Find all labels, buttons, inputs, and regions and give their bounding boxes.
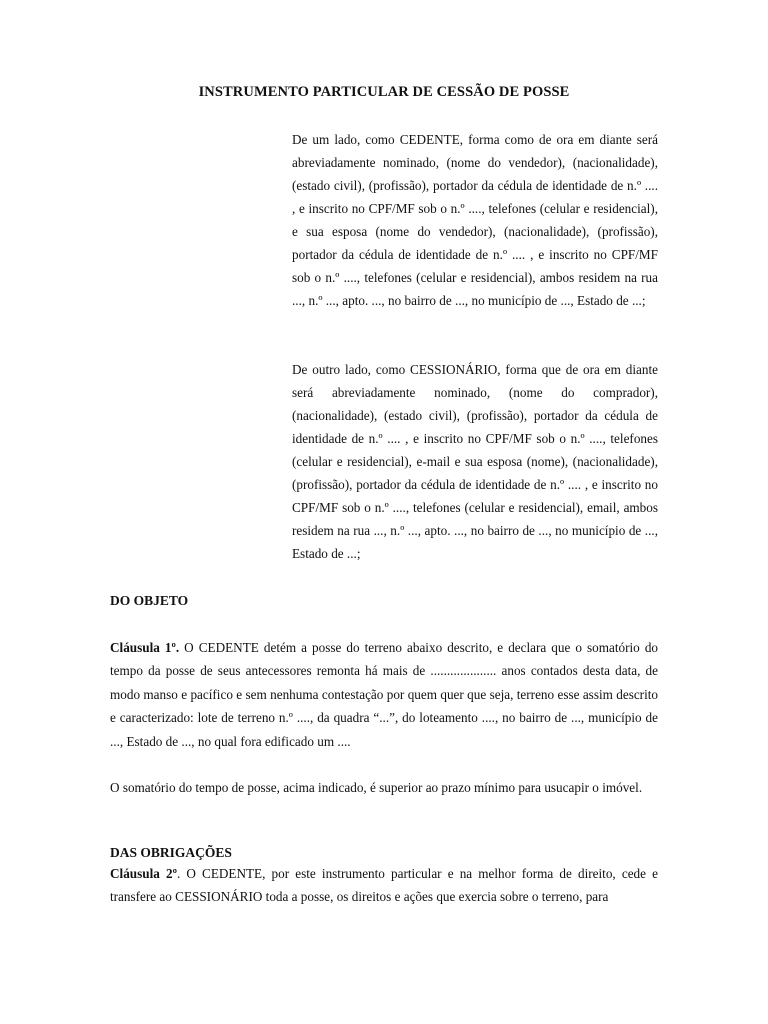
clausula-2-paragraph <box>110 862 658 909</box>
section-heading-obrigacoes: DAS OBRIGAÇÕES <box>110 845 232 860</box>
somatorio-paragraph: O somatório do tempo de posse, acima indicado, é superior ao prazo mínimo para usucapir o imóvel. <box>110 780 643 795</box>
clausula-1-label: Cláusula 1º. <box>110 640 180 655</box>
clausula-1-paragraph <box>110 636 658 753</box>
section-heading-objeto: DO OBJETO <box>110 593 189 608</box>
cedente-paragraph: De um lado, como CEDENTE, forma como de ora em diante será abreviadamente nominado, (nome do vendedor), (nacionalidade), (estado civil), (profissão), portador da cédula de identidade de n.º .... , e inscrito no CPF/MF sob o n.º ...., telefones (celular e residencial), e sua esposa (nome do vendedor), (nacionalidade), (profissão), portador da cédula de identidade de n.º .... , e inscrito no CPF/MF sob o n.º ...., telefones (celular e residencial), ambos residem na rua ..., n.º ..., apto. ..., no bairro de ..., no município de ..., Estado de ...; <box>292 132 658 308</box>
cessionario-paragraph: De outro lado, como CESSIONÁRIO, forma que de ora em diante será abreviadamente nominado, (nome do comprador), (nacionalidade), (estado civil), (profissão), portador da cédula de identidade de n.º .... , e inscrito no CPF/MF sob o n.º ...., telefones (celular e residencial), e-mail e sua esposa (nome), (nacionalidade), (profissão), portador da cédula de identidade de n.º .... , e inscrito no CPF/MF sob o n.º ...., telefones (celular e residencial), email, ambos residem na rua ..., n.º ..., apto. ..., no bairro de ..., no município de ..., Estado de ...; <box>292 362 658 561</box>
clausula-2-text: . O CEDENTE, por este instrumento particular e na melhor forma de direito, cede e transfere ao CESSIONÁRIO toda a posse, os direitos e ações que exercia sobre o terreno, para <box>110 866 658 905</box>
clausula-1-text: O CEDENTE detém a posse do terreno abaixo descrito, e declara que o somatório do tempo da posse de seus antecessores remonta há mais de .................... anos contados desta data, de modo manso e pacífico e sem nenhuma contestação por quem quer que seja, terreno esse assim descrito e caracterizado: lote de terreno n.º ...., da quadra “...”, do loteamento ...., no bairro de ..., município de ..., Estado de ..., no qual fora edificado um .... <box>110 640 659 749</box>
document-title: INSTRUMENTO PARTICULAR DE CESSÃO DE POSSE <box>198 84 570 100</box>
clausula-2-label: Cláusula 2º <box>110 866 177 881</box>
